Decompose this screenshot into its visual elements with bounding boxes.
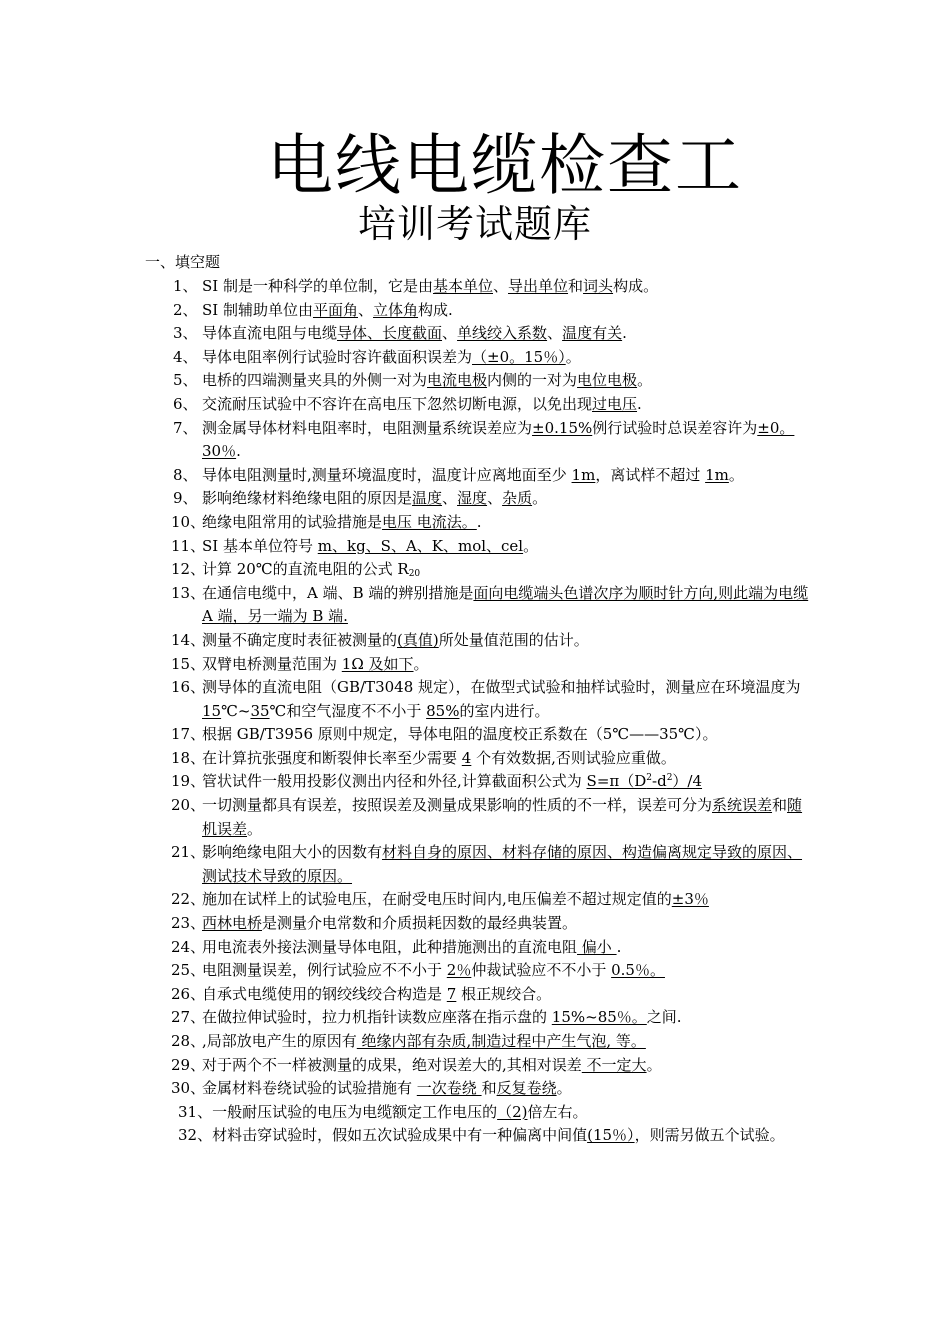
question-segment: 和 — [772, 796, 788, 815]
question-number: 31、 — [178, 1102, 213, 1121]
question-number: 32、 — [178, 1126, 213, 1145]
question-segment: 测导体的直流电阻（GB/T3048 规定），在做型式试验和抽样试验时，测量应在环境温度为 — [202, 678, 801, 697]
question-segment: 在通信电缆中，A 端、B 端的辨别措施是 — [202, 583, 474, 602]
question-text — [202, 537, 538, 555]
answer-blank: 随机误差 — [202, 796, 803, 838]
question-text — [202, 1056, 662, 1074]
question-number: 25、 — [171, 961, 206, 980]
question-segment: . — [236, 442, 241, 461]
document-subtitle: 培训考试题库 — [357, 202, 592, 246]
answer-blank: 15 — [202, 701, 222, 720]
question-segment: . — [622, 324, 627, 343]
question-segment: 计算 20℃的直流电阻的公式 R — [202, 560, 409, 579]
question-number: 7、 — [173, 418, 198, 437]
question-segment: 构成。 — [613, 277, 659, 295]
question-number: 28、 — [171, 1032, 206, 1050]
question-segment: 。 — [556, 1079, 572, 1098]
answer-blank: 不一定大 — [581, 1055, 647, 1074]
question-item — [145, 299, 810, 323]
question-text — [202, 301, 453, 319]
answer-blank: 绝缘内部有杂质,制造过程中产生气泡, 等。 — [356, 1032, 646, 1050]
question-segment: 和 — [568, 277, 584, 295]
answer-blank: m、kg、S、A、K、mol、cel — [317, 536, 524, 555]
answer-blank: (15％） — [587, 1126, 635, 1145]
question-segment: SI 制辅助单位由 — [202, 300, 313, 319]
answer-blank: 温度 — [412, 489, 443, 508]
question-item — [145, 747, 810, 771]
question-text — [202, 890, 709, 908]
question-segment: 一切测量都具有误差，按照误差及测量成果影响的性质的不一样，误差可分为 — [202, 796, 713, 815]
question-number: 22、 — [171, 890, 206, 909]
question-segment: 、 — [487, 489, 503, 508]
question-number: 19、 — [171, 772, 206, 791]
answer-blank: 1Ω 及如下 — [341, 654, 414, 673]
question-segment: 双臂电桥测量范围为 — [202, 654, 342, 673]
question-item — [145, 487, 810, 511]
answer-blank: 4 — [461, 748, 472, 767]
question-segment: 测金属导体材料电阻率时，电阻测量系统误差应为 — [202, 418, 533, 437]
question-segment: ,局部放电产生的原因有 — [202, 1032, 357, 1050]
answer-blank: 立体角 — [373, 300, 419, 319]
answer-blank: 35 — [250, 701, 270, 720]
question-item — [145, 322, 810, 346]
question-text — [202, 938, 621, 956]
answer-blank: 电流电极 — [427, 371, 488, 390]
question-segment: 根据 GB/T3956 原则中规定，导体电阻的温度校正系数在（5℃——35℃）。 — [202, 725, 718, 744]
question-item — [145, 912, 810, 936]
question-text — [202, 1079, 572, 1097]
question-segment: 、 — [442, 324, 458, 343]
question-item — [145, 770, 810, 794]
answer-blank: 一次卷绕 — [416, 1079, 482, 1098]
question-segment: 构成. — [418, 300, 453, 319]
question-number: 6、 — [173, 394, 198, 413]
question-segment: ℃和空气湿度不不小于 — [269, 701, 427, 720]
question-text — [212, 1126, 784, 1144]
question-segment: 、 — [358, 300, 374, 319]
question-segment: 。 — [637, 371, 653, 390]
question-segment: 自承式电缆使用的钢绞线绞合构造是 — [202, 984, 447, 1003]
question-item — [145, 723, 810, 747]
question-text — [202, 466, 744, 484]
answer-blank: 导出单位 — [508, 277, 569, 295]
question-item — [145, 582, 810, 629]
document-title: 电线电缆检查工 — [267, 127, 743, 204]
question-number: 10、 — [171, 512, 206, 531]
question-item — [145, 1030, 810, 1054]
question-text — [202, 584, 808, 626]
question-segment: 管状试件一般用投影仪测出内径和外径,计算截面积公式为 — [202, 772, 587, 791]
answer-blank: 系统误差 — [712, 796, 773, 815]
question-number: 1、 — [173, 277, 198, 295]
question-number: 24、 — [171, 937, 206, 956]
question-segment: 、 — [547, 324, 563, 343]
question-item — [145, 1124, 810, 1148]
question-segment: 仲裁试验应不不小于 — [471, 961, 612, 980]
question-segment: SI 基本单位符号 — [202, 536, 318, 555]
question-text — [202, 843, 802, 885]
answer-blank: ±0。30％ — [202, 418, 795, 461]
question-number: 23、 — [171, 914, 206, 933]
question-text — [202, 985, 551, 1003]
question-number: 18、 — [171, 748, 206, 767]
answer-blank: 85% — [426, 701, 460, 720]
answer-blank: 1m — [705, 465, 729, 484]
question-segment: 根正规绞合。 — [456, 984, 552, 1003]
question-number: 16、 — [171, 678, 206, 697]
question-text — [202, 678, 801, 720]
question-number: 12、 — [171, 560, 206, 579]
question-segment: 绝缘电阻常用的试验措施是 — [202, 512, 383, 531]
question-text — [202, 914, 577, 932]
answer-blank: 面向电缆端头色谱次序为顺时针方向,则此端为电缆 A 端，另一端为 B 端. — [202, 583, 809, 626]
question-segment: 金属材料卷绕试验的试验措施有 — [202, 1079, 417, 1098]
question-segment: . — [637, 394, 642, 413]
question-text — [202, 419, 794, 461]
question-segment: ℃~ — [221, 701, 251, 720]
answer-blank: 过电压 — [592, 394, 638, 413]
answer-blank: 偏小 — [577, 937, 617, 956]
answer-blank: (真值) — [397, 630, 439, 649]
question-segment: 影响绝缘材料绝缘电阻的原因是 — [202, 489, 413, 508]
question-number: 3、 — [173, 324, 198, 343]
question-segment: 和 — [481, 1079, 497, 1098]
question-number: 30、 — [171, 1079, 206, 1098]
question-text — [202, 489, 547, 507]
question-item — [145, 1101, 810, 1125]
answer-blank: 西林电桥 — [202, 914, 263, 933]
answer-blank: 反复卷绕 — [496, 1079, 557, 1098]
question-item — [145, 676, 810, 723]
question-item — [145, 393, 810, 417]
answer-blank: 单线绞入系数 — [457, 324, 548, 343]
question-item — [145, 794, 810, 841]
question-segment: 是测量介电常数和介质损耗因数的最经典装置。 — [262, 914, 578, 933]
question-segment: 用电流表外接法测量导体电阻，此种措施测出的直流电阻 — [202, 937, 578, 956]
question-segment: . — [476, 512, 482, 531]
question-item — [145, 1054, 810, 1078]
question-text — [202, 749, 676, 767]
question-number: 4、 — [173, 347, 198, 366]
question-segment: 导体电阻测量时,测量环境温度时，温度计应离地面至少 — [202, 465, 572, 484]
question-item — [145, 535, 810, 559]
question-segment: ，则需另做五个试验。 — [634, 1126, 785, 1145]
question-item — [145, 936, 810, 960]
question-item — [145, 959, 810, 983]
question-number: 13、 — [171, 583, 206, 602]
question-segment: 、 — [442, 489, 458, 508]
question-number: 5、 — [173, 371, 198, 390]
question-segment: 在计算抗张强度和断裂伸长率至少需要 — [202, 748, 462, 767]
question-text — [202, 560, 420, 578]
question-item — [145, 417, 810, 464]
question-item — [145, 888, 810, 912]
question-segment: 电阻测量误差，例行试验应不不小于 — [202, 961, 447, 980]
question-list — [145, 275, 810, 1148]
question-segment: 测量不确定度时表征被测量的 — [202, 630, 398, 649]
answer-blank: 导体、长度截面 — [337, 324, 443, 343]
question-segment: 导体直流电阻与电缆 — [202, 324, 338, 343]
question-number: 17、 — [171, 725, 206, 744]
answer-blank: 平面角 — [312, 300, 358, 319]
answer-blank: （±0。15％） — [472, 347, 566, 366]
question-segment: 内侧的一对为 — [487, 371, 578, 390]
superscript: 2 — [666, 773, 673, 784]
question-item — [145, 275, 810, 299]
question-number: 29、 — [171, 1055, 206, 1074]
question-segment: ，离试样不超过 — [595, 465, 706, 484]
question-text — [212, 1103, 587, 1121]
answer-blank: ±3％ — [671, 890, 709, 909]
question-segment: 在做拉伸试验时，拉力机指针读数应座落在指示盘的 — [202, 1008, 552, 1027]
question-segment: 个有效数据,否则试验应重做。 — [471, 748, 676, 767]
question-segment: 。 — [413, 654, 429, 673]
question-item — [145, 346, 810, 370]
question-segment: 交流耐压试验中不容许在高电压下忽然切断电源，以免出现 — [202, 394, 593, 413]
question-text — [202, 348, 581, 366]
question-text — [202, 513, 482, 531]
answer-blank: 电压 电流法。 — [382, 512, 477, 531]
question-text — [202, 324, 627, 342]
question-segment: 电桥的四端测量夹具的外侧一对为 — [202, 371, 428, 390]
question-text — [202, 961, 665, 979]
answer-blank: 温度有关 — [562, 324, 623, 343]
question-number: 20、 — [171, 796, 206, 815]
question-item — [145, 558, 810, 582]
answer-blank: 7 — [446, 984, 457, 1003]
question-text — [202, 371, 652, 389]
question-number: 2、 — [173, 300, 198, 319]
answer-blank: 基本单位 — [432, 277, 493, 295]
answer-blank: 2％ — [446, 961, 472, 980]
question-number: 8、 — [173, 465, 198, 484]
question-item — [145, 1006, 810, 1030]
question-segment: 之间. — [646, 1008, 682, 1027]
question-segment: 例行试验时总误差容许为 — [592, 418, 758, 437]
question-text — [202, 796, 802, 838]
answer-blank: $S=\pi(D^2-d^2)/4$ — [586, 772, 703, 791]
answer-blank: 材料自身的原因、材料存储的原因、构造偏离规定导致的原因、测试技术导致的原因。 — [202, 843, 803, 885]
question-item — [145, 464, 810, 488]
question-text — [202, 631, 589, 649]
question-item — [145, 369, 810, 393]
question-text — [202, 1032, 646, 1050]
answer-blank: 1m — [571, 465, 596, 484]
answer-blank: 杂质 — [502, 489, 533, 508]
question-segment: 。 — [565, 347, 581, 366]
question-item — [145, 983, 810, 1007]
question-segment: 影响绝缘电阻大小的因数有 — [202, 843, 383, 862]
question-text — [202, 1008, 682, 1026]
question-segment: SI 制是一种科学的单位制，它是由 — [202, 277, 433, 295]
section-heading: 一、填空题 — [145, 253, 221, 271]
question-segment: . — [616, 937, 622, 956]
subscript: 20 — [408, 569, 421, 580]
question-segment: 。 — [728, 465, 744, 484]
question-item — [145, 511, 810, 535]
question-number: 21、 — [171, 843, 206, 862]
superscript: 2 — [646, 773, 653, 784]
question-text — [202, 725, 717, 743]
question-text — [202, 772, 702, 790]
question-segment: 。 — [523, 536, 539, 555]
question-segment: 施加在试样上的试验电压，在耐受电压时间内,电压偏差不超过规定值的 — [202, 890, 672, 909]
answer-blank: ±0.15% — [532, 418, 593, 437]
question-item — [145, 841, 810, 888]
question-segment: 、 — [493, 277, 509, 295]
question-text — [202, 277, 658, 295]
answer-blank: 15%~85％。 — [551, 1008, 647, 1027]
formula-segment: -d — [652, 772, 667, 791]
formula-segment: ）/4 — [672, 772, 703, 791]
question-segment: 。 — [646, 1055, 662, 1074]
question-segment: 对于两个不一样被测量的成果，绝对误差大的,其相对误差 — [202, 1055, 582, 1074]
question-segment: 倍左右。 — [527, 1102, 588, 1121]
question-item — [145, 1077, 810, 1101]
question-segment: 导体电阻率例行试验时容许截面积误差为 — [202, 347, 473, 366]
question-text — [202, 655, 429, 673]
question-segment: 所处量值范围的估计。 — [438, 630, 589, 649]
question-segment: 。 — [247, 819, 263, 838]
question-segment: 。 — [532, 489, 548, 508]
question-segment: 的室内进行。 — [459, 701, 550, 720]
question-segment: 材料击穿试验时，假如五次试验成果中有一种偏离中间值 — [212, 1126, 588, 1145]
answer-blank: 湿度 — [457, 489, 488, 508]
question-segment: 一般耐压试验的电压为电缆额定工作电压的 — [212, 1102, 498, 1121]
question-text — [202, 395, 642, 413]
question-number: 11、 — [171, 536, 206, 555]
answer-blank: 0.5％。 — [611, 961, 665, 980]
question-number: 26、 — [171, 984, 206, 1003]
question-item — [145, 653, 810, 677]
question-number: 14、 — [171, 630, 206, 649]
question-number: 27、 — [171, 1008, 206, 1027]
question-number: 9、 — [173, 489, 198, 508]
answer-blank: （2) — [497, 1102, 528, 1121]
answer-blank: 词头 — [583, 277, 614, 295]
question-item — [145, 629, 810, 653]
question-number: 15、 — [171, 654, 206, 673]
answer-blank: 电位电极 — [577, 371, 638, 390]
